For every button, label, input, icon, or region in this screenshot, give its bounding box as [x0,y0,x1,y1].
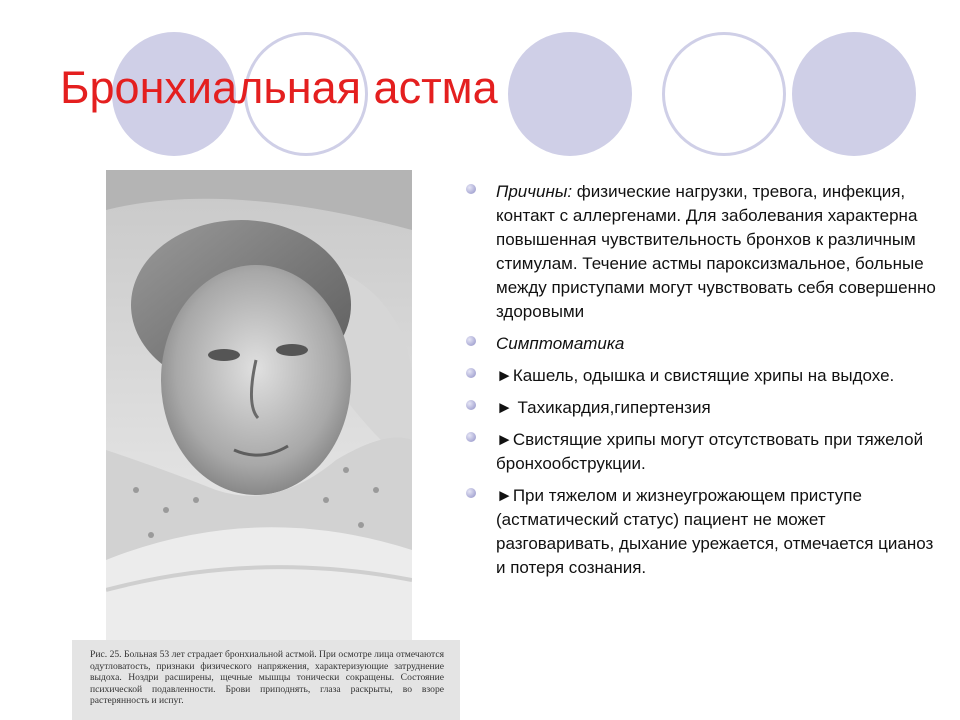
slide-title: Бронхиальная астма [60,62,498,113]
bullet-label: Причины: [496,182,573,201]
patient-portrait-photo [106,170,412,640]
bullet-text: физические нагрузки, тревога, инфекция, контакт с аллергенами. Для заболевания характерна повышенная чувствительность бронхов к различным стимулам. Течение астмы пароксизмальное, больные между приступами могут чувствовать себя совершенно здоровыми [496,182,936,321]
bullet-item-causes [466,180,946,324]
bullet-text: ►Свистящие хрипы могут отсутствовать при тяжелой бронхообструкции. [496,430,924,473]
bullet-label: Симптоматика [496,334,625,353]
decor-circle-5 [792,32,916,156]
bullet-dot-icon [466,400,476,410]
bullet-list [466,180,946,588]
decor-circle-4 [662,32,786,156]
decor-circle-3 [508,32,632,156]
bullet-item-symptoms-heading [466,332,946,356]
bullet-text: ► Тахикардия,гипертензия [496,398,711,417]
photo-caption: Рис. 25. Больная 53 лет страдает бронхиальной астмой. При осмотре лица отмечаются одутловатость, признаки физического напряжения, характеризующие затруднение выдоха. Ноздри расширены, щечные мышцы тонически сокращены. Состояние психической подавленности. Брови приподнять, глаза раскрыты, во взоре растерянность и испуг. [72,640,460,720]
bullet-text: ►Кашель, одышка и свистящие хрипы на выдохе. [496,366,895,385]
bullet-dot-icon [466,368,476,378]
bullet-dot-icon [466,336,476,346]
bullet-dot-icon [466,432,476,442]
bullet-item-cough [466,364,946,388]
bullet-item-wheezing-absent [466,428,946,476]
bullet-dot-icon [466,184,476,194]
bullet-item-tachycardia [466,396,946,420]
bullet-dot-icon [466,488,476,498]
bullet-text: ►При тяжелом и жизнеугрожающем приступе (астматический статус) пациент не может разговаривать, дыхание урежается, отмечается цианоз и потеря сознания. [496,486,934,577]
bullet-item-status-asthmaticus [466,484,946,580]
